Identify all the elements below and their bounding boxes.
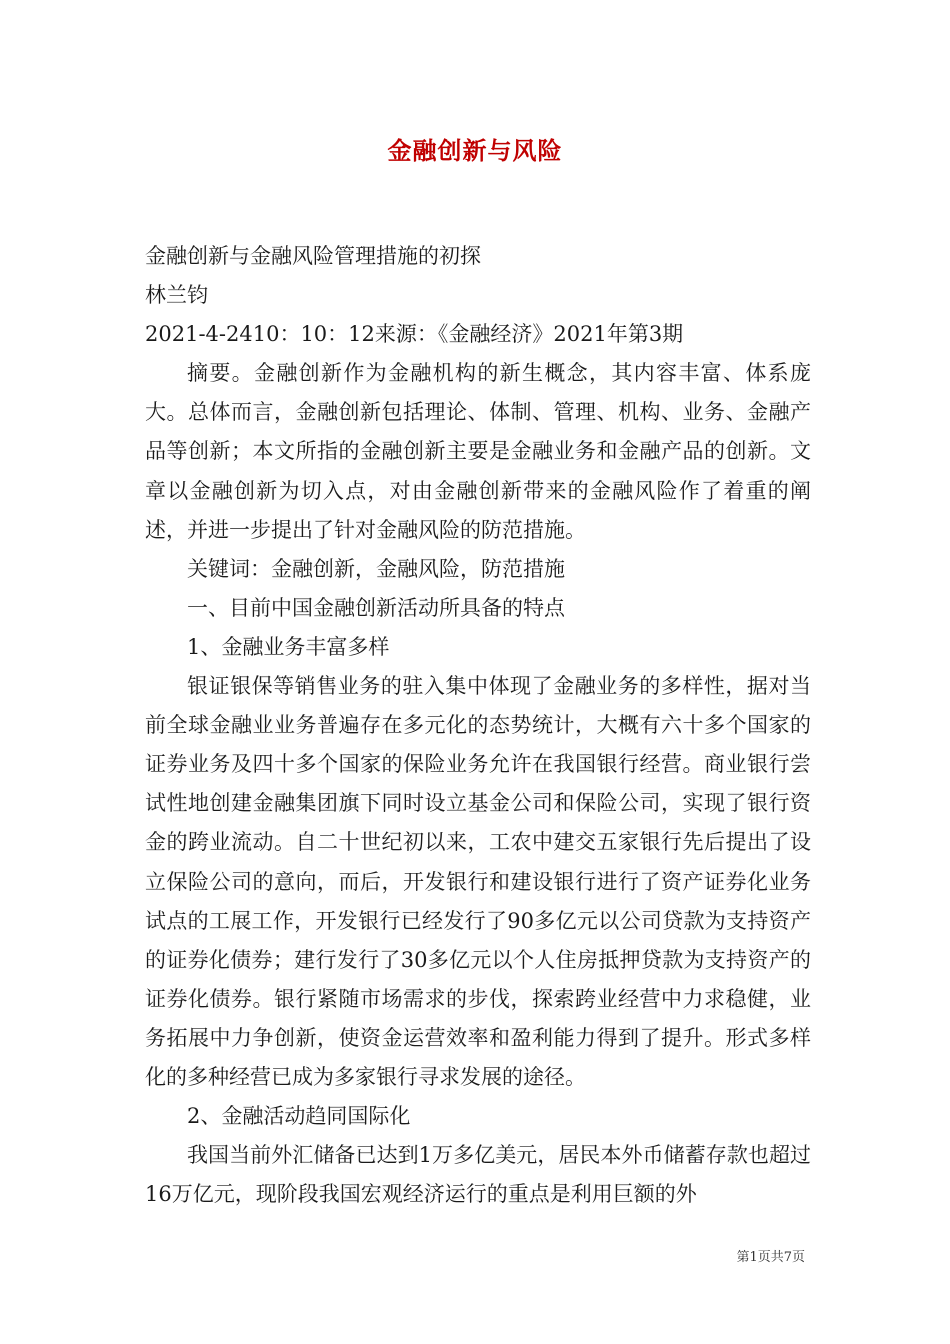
document-title: 金融创新与风险 xyxy=(387,136,563,165)
subsection-heading: 2、金融活动趋同国际化 xyxy=(187,1104,411,1129)
body-paragraph: 我国当前外汇储备已达到1万多亿美元，居民本外币储蓄存款也超过16万亿元，现阶段我国宏观经济运行的重点是利用巨额的外 xyxy=(145,1143,811,1207)
page-number: 第1页共7页 xyxy=(736,1250,805,1265)
keywords-line: 关键词：金融创新，金融风险，防范措施 xyxy=(187,556,565,581)
section-heading: 一、目前中国金融创新活动所具备的特点 xyxy=(187,595,565,620)
subsection-heading: 1、金融业务丰富多样 xyxy=(187,634,390,659)
abstract-paragraph: 摘要。金融创新作为金融机构的新生概念，其内容丰富、体系庞大。总体而言，金融创新包括理论、体制、管理、机构、业务、金融产品等创新；本文所指的金融创新主要是金融业务和金融产品的创新。文章以金融创新为切入点，对由金融创新带来的金融风险作了着重的阐述，并进一步提出了针对金融风险的防范措施。 xyxy=(145,361,811,542)
author-name: 林兰钧 xyxy=(145,283,208,308)
document-subtitle: 金融创新与金融风险管理措施的初探 xyxy=(145,244,481,268)
document-body xyxy=(145,237,811,1214)
publication-meta: 2021-4-2410：10：12来源：《金融经济》2021年第3期 xyxy=(145,322,684,347)
body-paragraph: 银证银保等销售业务的驻入集中体现了金融业务的多样性，据对当前全球金融业业务普遍存在多元化的态势统计，大概有六十多个国家的证券业务及四十多个国家的保险业务允许在我国银行经营。商业银行尝试性地创建金融集团旗下同时设立基金公司和保险公司，实现了银行资金的跨业流动。自二十世纪初以来，工农中建交五家银行先后提出了设立保险公司的意向，而后，开发银行和建设银行进行了资产证券化业务试点的工展工作，开发银行已经发行了90多亿元以公司贷款为支持资产的证券化债券；建行发行了30多亿元以个人住房抵押贷款为支持资产的证券化债券。银行紧随市场需求的步伐，探索跨业经营中力求稳健，业务拓展中力争创新，使资金运营效率和盈利能力得到了提升。形式多样化的多种经营已成为多家银行寻求发展的途径。 xyxy=(145,674,811,1089)
